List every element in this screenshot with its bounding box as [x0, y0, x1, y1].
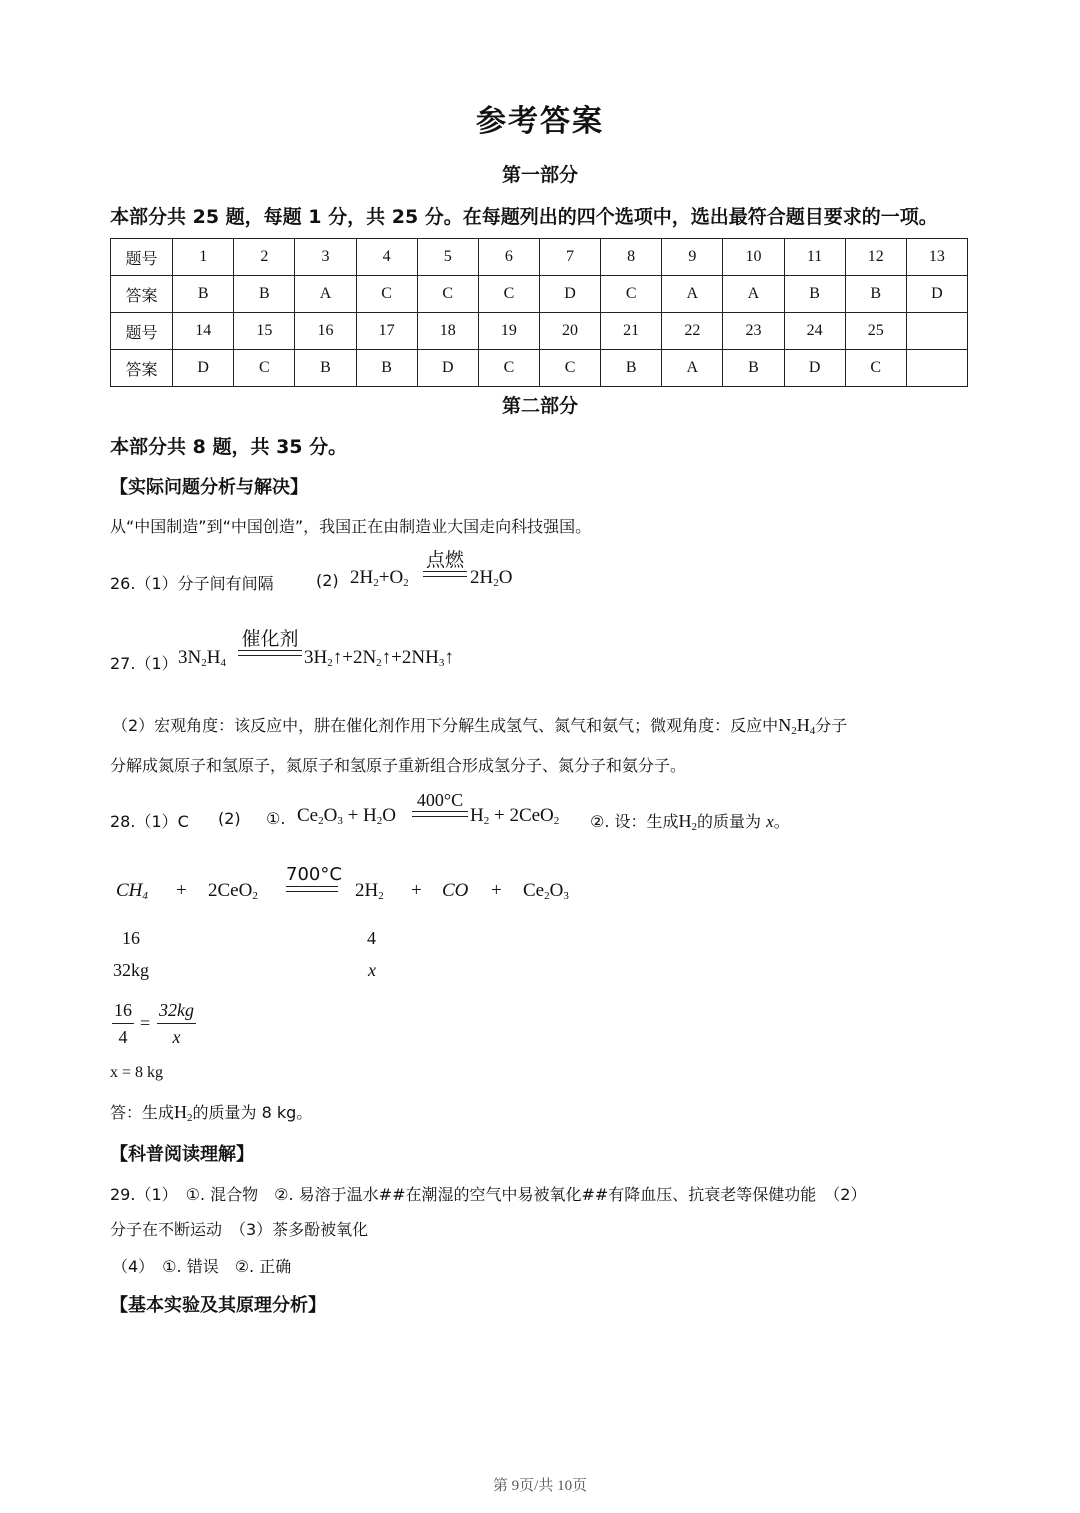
q28-marker-1: ①. — [266, 809, 286, 828]
table-cell: 4 — [356, 239, 417, 276]
part1-intro: 本部分共 25 题，每题 1 分，共 25 分。在每题列出的四个选项中，选出最符合题目要求的一项。 — [110, 206, 938, 228]
table-cell: 24 — [784, 313, 845, 350]
q28-mass-right: x — [368, 960, 376, 980]
table-cell: A — [295, 276, 356, 313]
q28-fraction-right: $\frac{32kg}{x}$ — [159, 1000, 194, 1047]
q27-part2-line1: （2）宏观角度：该反应中，肼在催化剂作用下分解生成氢气、氮气和氨气；微观角度：反应中$N_2H_4$分子 — [112, 715, 848, 737]
table-cell: 9 — [662, 239, 723, 276]
table-cell: 答案 — [111, 276, 173, 313]
table-cell: B — [234, 276, 295, 313]
q26-part2-label: (2) — [316, 571, 339, 590]
q28-condition1: 400°C — [412, 789, 468, 817]
q28-equals: = — [140, 1013, 151, 1033]
answer-table — [110, 238, 968, 387]
table-cell: C — [234, 350, 295, 387]
table-cell: B — [601, 350, 662, 387]
table-row — [111, 313, 968, 350]
table-cell: 17 — [356, 313, 417, 350]
table-cell: D — [173, 350, 234, 387]
table-cell: 5 — [417, 239, 478, 276]
q28-ratio-right: 4 — [367, 928, 376, 948]
table-cell: C — [356, 276, 417, 313]
page-footer: 第 9页/共 10页 — [492, 1478, 588, 1494]
q27-equation-right: $3H_2↑+2N_2↑+2NH_3↑$ — [304, 647, 454, 669]
q26-equation-left: $2H_2+O_2$ — [350, 567, 409, 589]
q29-line1: 29.（1） ①. 混合物 ②. 易溶于温水##在潮湿的空气中易被氧化##有降血压、抗衰老等保健功能 （2） — [110, 1185, 867, 1204]
table-cell: 14 — [173, 313, 234, 350]
table-cell: 10 — [723, 239, 784, 276]
q28-ratio-left: 16 — [122, 928, 140, 948]
q28-eq2-ceo2: 2CeO$_2$ — [208, 880, 258, 902]
section-heading-experiment: 【基本实验及其原理分析】 — [110, 1295, 326, 1316]
q28-marker-2: ②. 设：生成$H_2$的质量为 x。 — [590, 811, 790, 833]
table-cell: 22 — [662, 313, 723, 350]
table-cell: C — [478, 276, 539, 313]
section-heading-practical: 【实际问题分析与解决】 — [110, 477, 308, 498]
q28-mass-left: 32kg — [113, 960, 149, 980]
q28-eq2-plus-3: + — [491, 880, 502, 901]
table-cell: D — [784, 350, 845, 387]
table-row — [111, 239, 968, 276]
table-cell: 21 — [601, 313, 662, 350]
table-cell: 11 — [784, 239, 845, 276]
q29-line2: 分子在不断运动 （3）茶多酚被氧化 — [110, 1220, 369, 1239]
table-cell — [906, 313, 967, 350]
table-row — [111, 276, 968, 313]
table-cell: C — [478, 350, 539, 387]
table-cell: A — [662, 350, 723, 387]
q28-part2-label: (2) — [218, 809, 241, 828]
q28-condition2: 700°C — [286, 864, 338, 892]
table-cell: 19 — [478, 313, 539, 350]
table-cell: 7 — [539, 239, 600, 276]
table-cell: 题号 — [111, 239, 173, 276]
table-cell: 12 — [845, 239, 906, 276]
part2-intro: 本部分共 8 题，共 35 分。 — [110, 436, 348, 458]
table-row — [111, 350, 968, 387]
table-cell: B — [295, 350, 356, 387]
table-cell: 答案 — [111, 350, 173, 387]
q29-line3: （4） ①. 错误 ②. 正确 — [112, 1257, 292, 1276]
q26-label: 26.（1）分子间有间隔 — [110, 574, 274, 593]
table-cell: 8 — [601, 239, 662, 276]
table-cell: 16 — [295, 313, 356, 350]
table-cell: C — [601, 276, 662, 313]
table-cell: D — [539, 276, 600, 313]
q28-eq2-co: CO — [442, 880, 469, 901]
q28-equation1-right: $H_2 + 2CeO_2$ — [470, 805, 560, 827]
q28-fraction-left: $\frac{16}{4}$ — [114, 1000, 132, 1047]
q28-eq2-h2: $2H_2$ — [355, 880, 384, 902]
page-title: 参考答案 — [476, 104, 604, 139]
part1-heading: 第一部分 — [501, 164, 578, 186]
q28-answer: 答：生成$H_2$的质量为 8 kg。 — [110, 1102, 313, 1124]
table-cell: 18 — [417, 313, 478, 350]
table-cell: 6 — [478, 239, 539, 276]
q26-condition: 点燃 — [423, 549, 467, 577]
q26-equation-right: $2H_2O$ — [470, 567, 513, 589]
q28-result: x = 8 kg — [110, 1064, 164, 1081]
q27-condition: 催化剂 — [238, 628, 302, 656]
context-text: 从“中国制造”到“中国创造”，我国正在由制造业大国走向科技强国。 — [110, 517, 592, 536]
table-cell: 3 — [295, 239, 356, 276]
table-cell: 20 — [539, 313, 600, 350]
table-cell: 1 — [173, 239, 234, 276]
q27-part2-line2: 分解成氮原子和氢原子，氮原子和氢原子重新组合形成氢分子、氮分子和氨分子。 — [110, 756, 687, 775]
q28-equation1-left: $Ce_2O_3 + H_2O$ — [297, 805, 397, 827]
table-cell: 25 — [845, 313, 906, 350]
q28-eq2-ch4: $CH_4$ — [116, 880, 148, 902]
part2-heading: 第二部分 — [501, 395, 578, 417]
q28-eq2-plus-2: + — [411, 880, 422, 901]
table-cell: 题号 — [111, 313, 173, 350]
table-cell: B — [845, 276, 906, 313]
section-heading-reading: 【科普阅读理解】 — [110, 1144, 254, 1165]
table-cell: C — [539, 350, 600, 387]
table-cell — [906, 350, 967, 387]
table-cell: C — [417, 276, 478, 313]
q28-eq2-ce2o3: $Ce_2O_3$ — [523, 880, 569, 902]
table-cell: D — [417, 350, 478, 387]
table-cell: 2 — [234, 239, 295, 276]
q28-eq2-plus-1: + — [176, 880, 187, 901]
q28-label: 28.（1）C — [110, 812, 189, 831]
table-cell: D — [906, 276, 967, 313]
table-cell: 23 — [723, 313, 784, 350]
table-cell: 13 — [906, 239, 967, 276]
table-cell: B — [723, 350, 784, 387]
table-cell: B — [784, 276, 845, 313]
table-cell: A — [662, 276, 723, 313]
q27-equation-left: $3N_2H_4$ — [178, 647, 226, 669]
table-cell: 15 — [234, 313, 295, 350]
table-cell: C — [845, 350, 906, 387]
table-cell: B — [356, 350, 417, 387]
table-cell: A — [723, 276, 784, 313]
q27-label: 27.（1） — [110, 654, 178, 673]
table-cell: B — [173, 276, 234, 313]
